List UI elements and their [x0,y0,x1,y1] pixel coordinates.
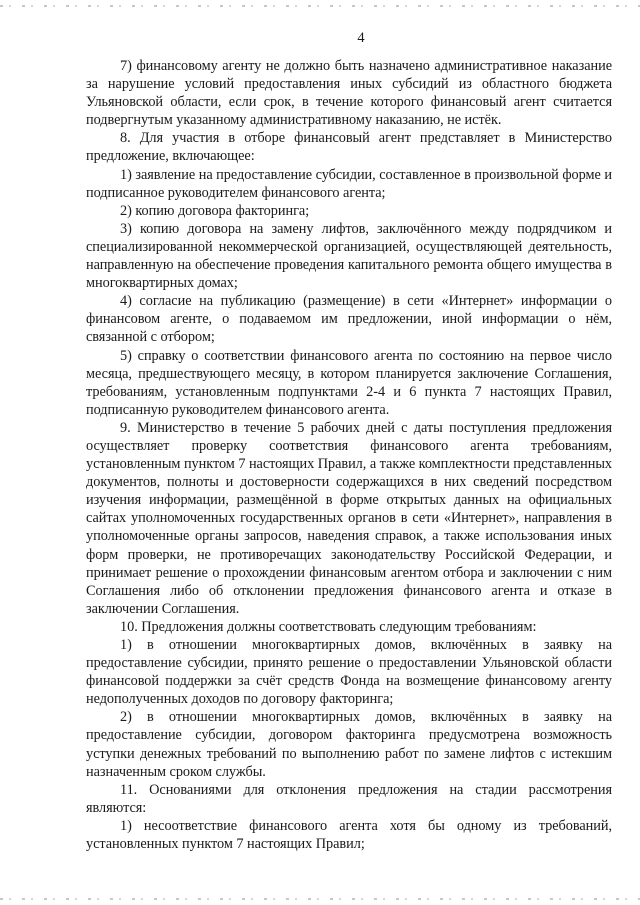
paragraph-8-2: 2) копию договора факторинга; [120,202,310,219]
paragraph-11: 11. Основаниями для отклонения предложения на стадии рассмотрения являются: [86,781,612,816]
paragraph-10-2: 2) в отношении многоквартирных домов, включённых в заявку на предоставление субсидии, договором факторинга предусмотрена возможность уступки денежных требований по выполнению работ по замене лифтов с истекшим назначенным сроком службы. [86,709,612,780]
paragraph-11-1: 1) несоответствие финансового агента хотя бы одному из требований, установленных пунктом 7 настоящих Правил; [86,817,612,853]
paragraph-8: 8. Для участия в отборе финансовый агент представляет в Министерство предложение, включающее: [86,130,612,165]
paragraph-8-5: 5) справку о соответствии финансового агента по состоянию на первое число месяца, предшествующего месяцу, в котором планируется заключение Соглашения, требованиям, установленным подпунктами 2-4 и 6 пункта 7 настоящих Правил, подписанную руководителем финансового агента. [86,347,612,418]
paragraph-9: 9. Министерство в течение 5 рабочих дней с даты поступления предложения осуществляет проверку соответствия финансового агента требованиям, установленным пунктом 7 настоящих Правил, а также комплектности представленных документов, полноты и достоверности содержащихся в них сведений посредством изучения информации, размещённой в форме открытых данных на официальных сайтах уполномоченных государственных органов в сети «Интернет», направления в уполномоченные органы запросов, наведения справок, а также использования иных форм проверки, не противоречащих законодательству Российской Федерации, и принимает решение о прохождении финансовым агентом отбора и заключении с ним Соглашения либо об отклонении предложения финансового агента и отказе в заключении Соглашения. [86,419,612,617]
paragraph-10: 10. Предложения должны соответствовать следующим требованиям: [120,618,537,635]
scan-edge-bottom [0,898,640,900]
scan-edge-top [0,5,640,7]
paragraph-10-1: 1) в отношении многоквартирных домов, включённых в заявку на предоставление субсидии, принято решение о предоставлении Ульяновской области финансовой поддержки за счёт средств Фонда на возмещение финансовому агенту недополученных доходов по договору факторинга; [86,637,612,708]
paragraph-7-7: 7) финансовому агенту не должно быть назначено административное наказание за нарушение условий предоставления иных субсидий из областного бюджета Ульяновской области, если срок, в течение которого финансовый агент считается подвергнутым указанному административному наказанию, не истёк. [86,58,612,129]
paragraph-8-3: 3) копию договора на замену лифтов, заключённого между подрядчиком и специализированной некоммерческой организацией, осуществляющей деятельность, направленную на обеспечение проведения капитального ремонта общего имущества в многоквартирных домах; [86,220,612,292]
page-number: 4 [357,30,365,46]
paragraph-8-1: 1) заявление на предоставление субсидии, составленное в произвольной форме и подписанное руководителем финансового агента; [86,166,612,201]
paragraph-8-4: 4) согласие на публикацию (размещение) в сети «Интернет» информации о финансовом агенте, о подаваемом им предложении, иной информации о нём, связанной с отбором; [86,293,612,346]
